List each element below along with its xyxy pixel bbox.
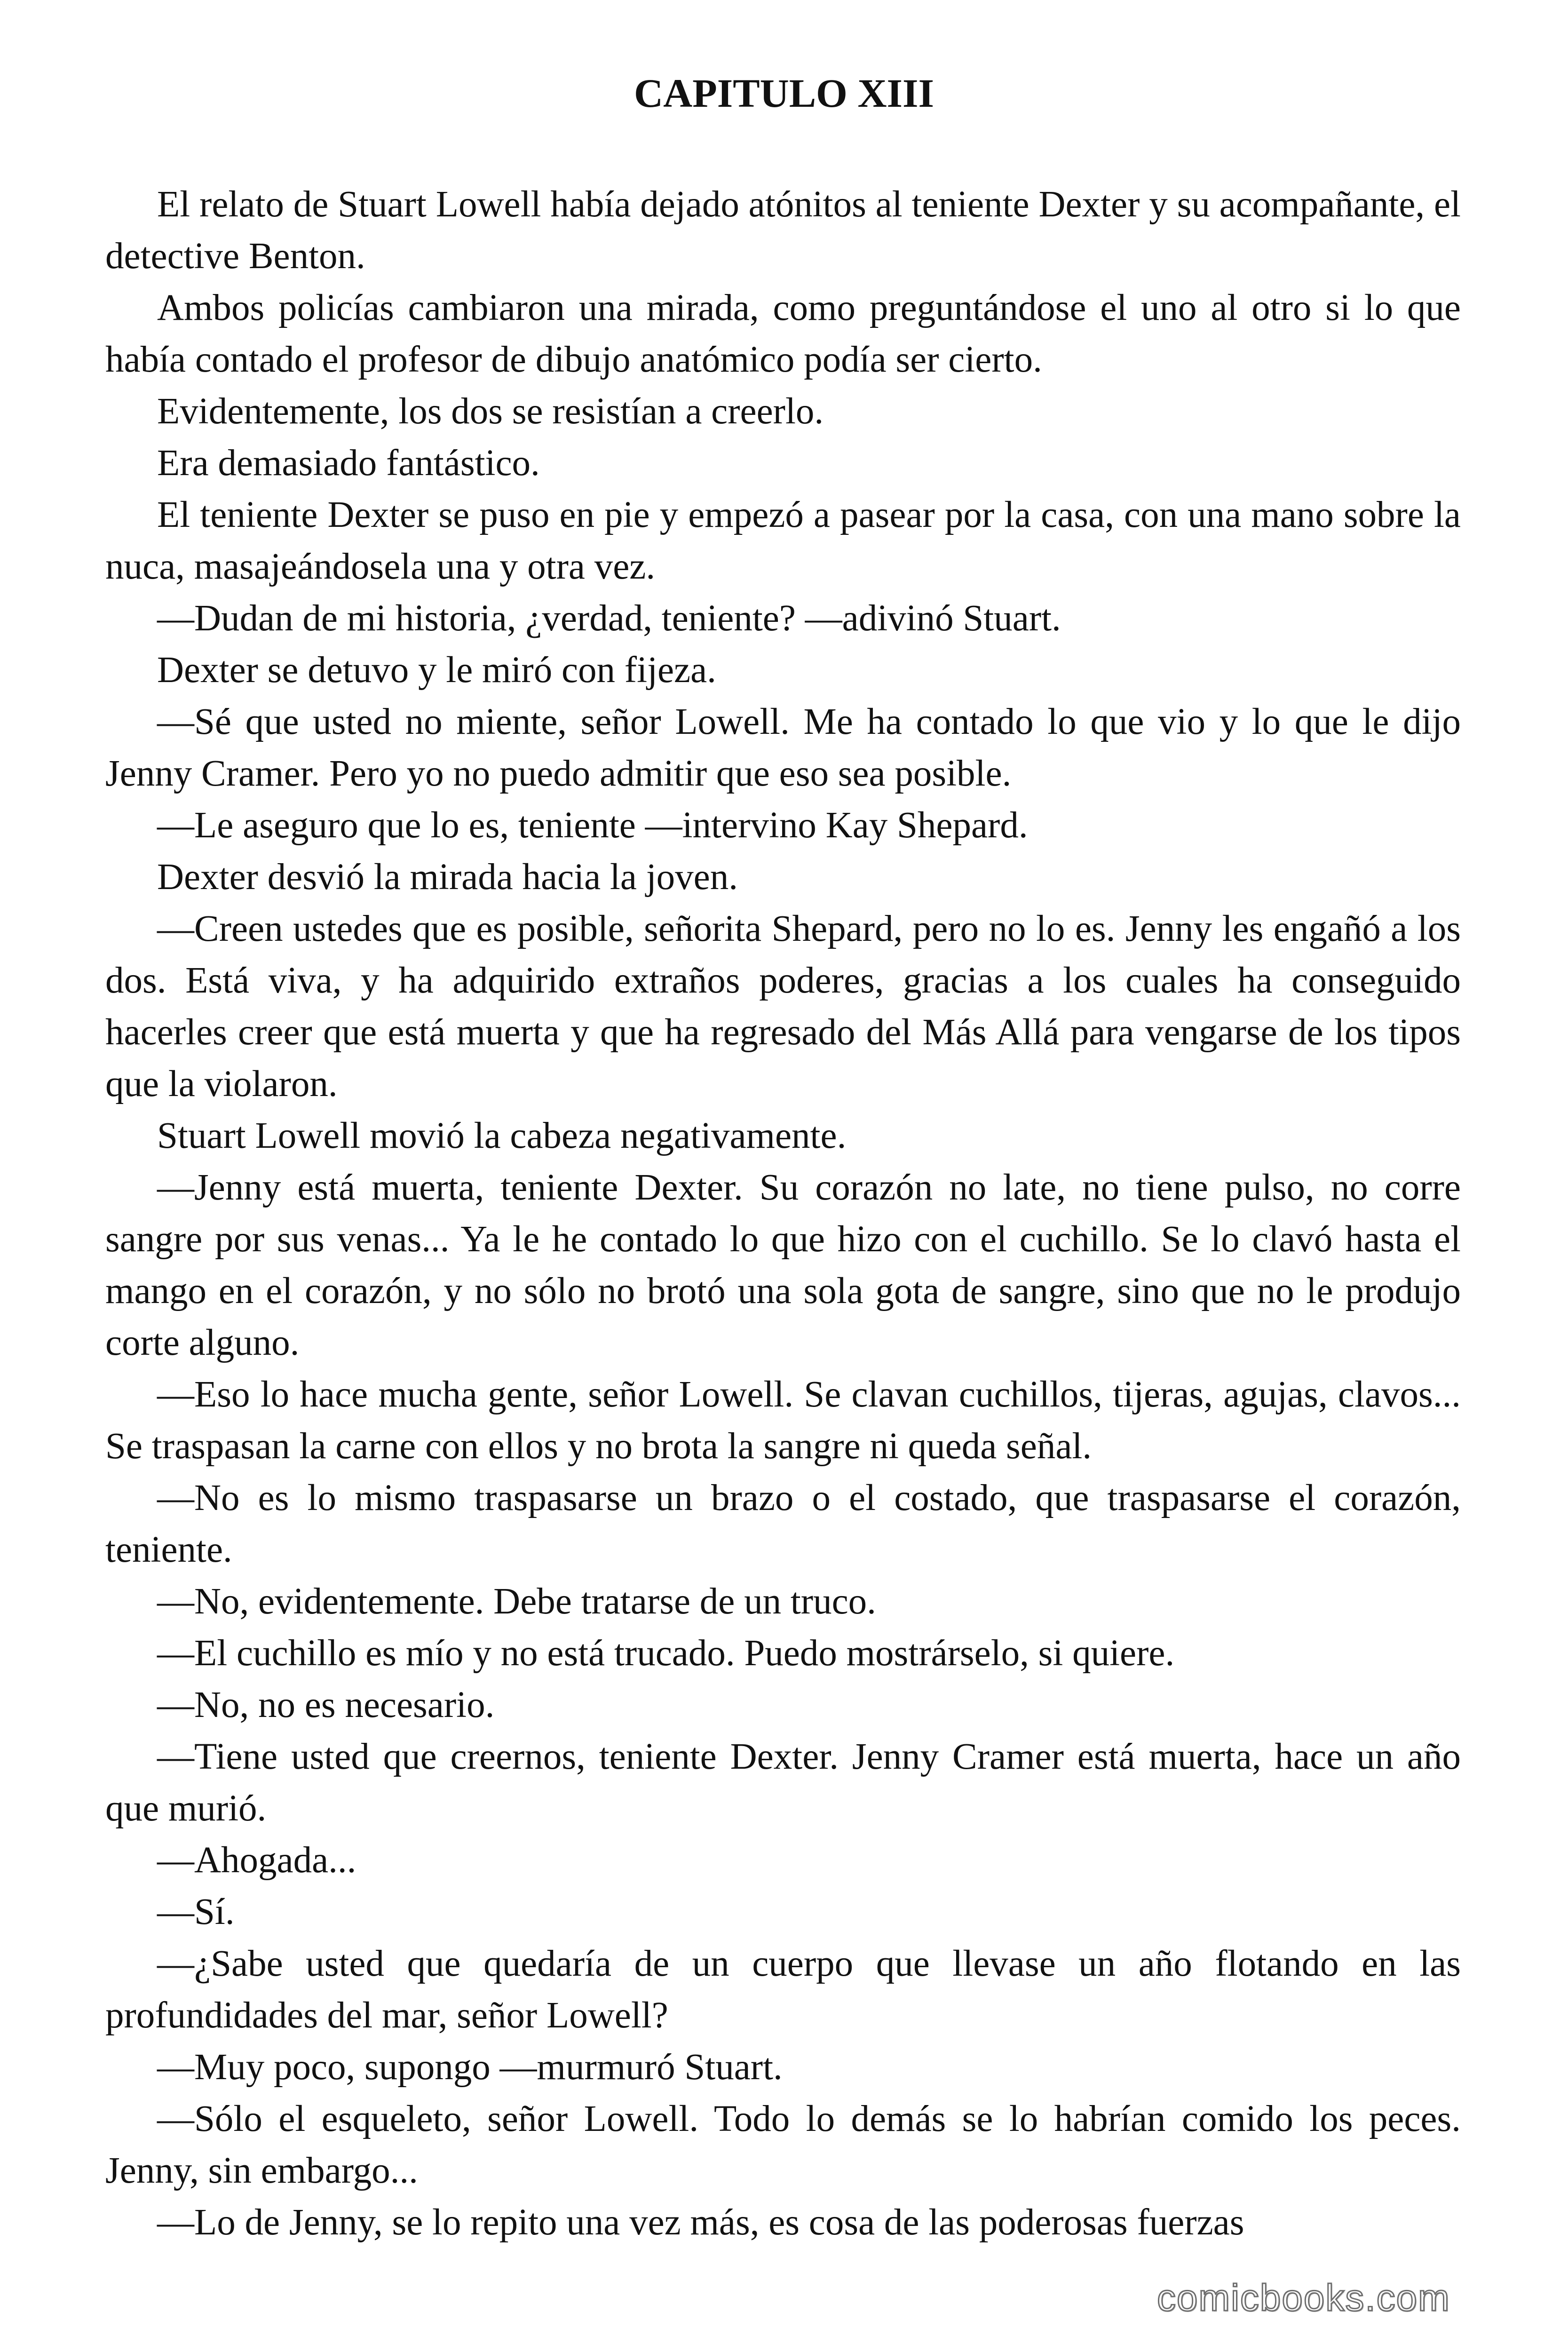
paragraph: Dexter se detuvo y le miró con fijeza. (157, 650, 716, 691)
paragraph: Stuart Lowell movió la cabeza negativamente. (157, 1115, 847, 1156)
paragraph: Ambos policías cambiaron una mirada, como preguntándose el uno al otro si lo que había contado el profesor de dibujo anatómico podía ser cierto. (105, 287, 1461, 380)
paragraph: Dexter desvió la mirada hacia la joven. (157, 857, 738, 898)
paragraph: —Sí. (157, 1891, 235, 1932)
paragraph: —No, no es necesario. (157, 1685, 495, 1725)
paragraph: —Muy poco, supongo —murmuró Stuart. (157, 2047, 783, 2088)
paragraph: —Tiene usted que creernos, teniente Dexter. Jenny Cramer está muerta, hace un año que murió. (105, 1736, 1461, 1829)
paragraph: —Eso lo hace mucha gente, señor Lowell. Se clavan cuchillos, tijeras, agujas, clavos... Se traspasan la carne con ellos y no brota la sangre ni queda señal. (105, 1374, 1461, 1467)
body-text (105, 179, 1461, 2249)
paragraph: —No, evidentemente. Debe tratarse de un truco. (157, 1581, 876, 1622)
paragraph: —Le aseguro que lo es, teniente —intervino Kay Shepard. (157, 805, 1028, 846)
paragraph: —Dudan de mi historia, ¿verdad, teniente? —adivinó Stuart. (157, 598, 1061, 639)
paragraph: El teniente Dexter se puso en pie y empezó a pasear por la casa, con una mano sobre la nuca, masajeándosela una y otra vez. (105, 494, 1461, 587)
paragraph: —No es lo mismo traspasarse un brazo o el costado, que traspasarse el corazón, teniente. (105, 1478, 1461, 1570)
paragraph: —Sólo el esqueleto, señor Lowell. Todo lo demás se lo habrían comido los peces. Jenny, sin embargo... (105, 2098, 1461, 2191)
watermark: comicbooks.com (1157, 2277, 1450, 2319)
chapter-title: CAPITULO XIII (634, 71, 934, 116)
paragraph: —Creen ustedes que es posible, señorita Shepard, pero no lo es. Jenny les engañó a los dos. Está viva, y ha adquirido extraños poderes, gracias a los cuales ha conseguido hacerles creer que está muerta y que ha regresado del Más Allá para vengarse de los tipos que la violaron. (105, 908, 1461, 1104)
paragraph: —Sé que usted no miente, señor Lowell. Me ha contado lo que vio y lo que le dijo Jenny Cramer. Pero yo no puedo admitir que eso sea posible. (105, 701, 1461, 794)
paragraph: —Jenny está muerta, teniente Dexter. Su corazón no late, no tiene pulso, no corre sangre por sus venas... Ya le he contado lo que hizo con el cuchillo. Se lo clavó hasta el mango en el corazón, y no sólo no brotó una sola gota de sangre, sino que no le produjo corte alguno. (105, 1167, 1461, 1363)
paragraph: Era demasiado fantástico. (157, 443, 540, 484)
paragraph: —Ahogada... (157, 1840, 356, 1881)
paragraph: Evidentemente, los dos se resistían a creerlo. (157, 391, 824, 432)
paragraph: El relato de Stuart Lowell había dejado atónitos al teniente Dexter y su acompañante, el detective Benton. (105, 184, 1461, 277)
paragraph: —¿Sabe usted que quedaría de un cuerpo que llevase un año flotando en las profundidades del mar, señor Lowell? (105, 1943, 1461, 2036)
paragraph: —El cuchillo es mío y no está trucado. Puedo mostrárselo, si quiere. (157, 1633, 1175, 1674)
paragraph: —Lo de Jenny, se lo repito una vez más, es cosa de las poderosas fuerzas (157, 2202, 1244, 2243)
